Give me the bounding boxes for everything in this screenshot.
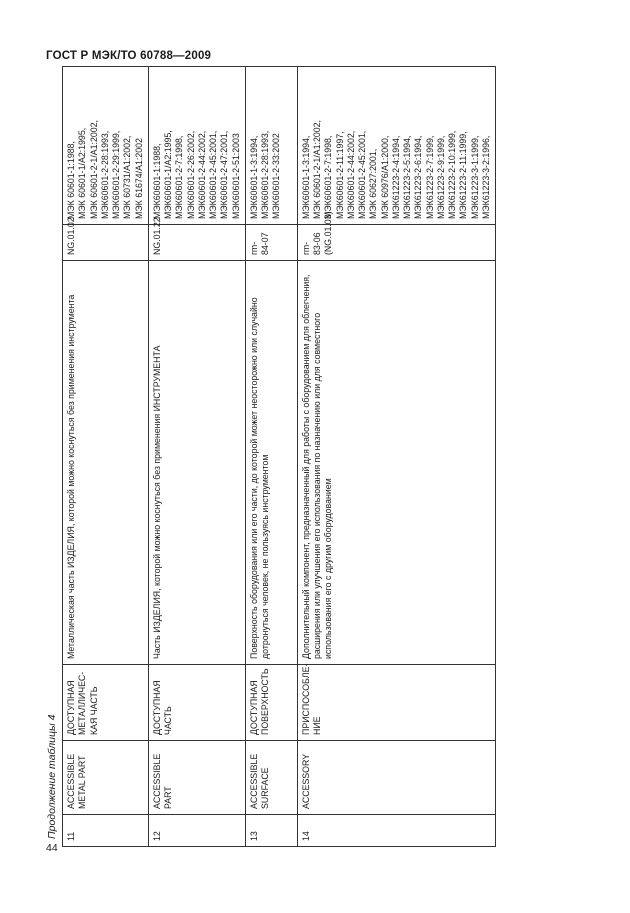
reference-item: МЭК60601-2-7:1998,	[174, 135, 185, 219]
term-code: rm-84-07	[245, 225, 297, 261]
reference-item: МЭК60601-2-44:2002,	[196, 130, 207, 219]
reference-item: МЭК 60976/A1:2000,	[379, 135, 390, 219]
reference-item: МЭК61223-2-9:1999,	[435, 135, 446, 219]
table-row	[148, 67, 245, 847]
reference-item: МЭК60601-2-45:2001,	[208, 130, 218, 219]
term-definition: Дополнительный компонент, предназначенный для работы с оборудованием для облегчения, расширения или улучшения его использования по назначению или для совместного использования его с другим оборудованием	[297, 261, 495, 665]
rotated-page-content	[46, 67, 491, 847]
page-number: 44	[46, 842, 58, 854]
reference-item: МЭК60601-2-28:1993,	[99, 130, 110, 219]
reference-item: МЭК 60627:2001,	[368, 148, 379, 219]
reference-item: МЭК60601-2-33:2002	[271, 133, 282, 219]
reference-item: МЭК 60601-1/A2:1995,	[77, 127, 88, 219]
term-english: ACCESSIBLE SURFACE	[245, 741, 297, 815]
reference-item: МЭК61223-2-11:1999,	[458, 131, 469, 219]
term-russian: ДОСТУПНАЯ ЧАСТЬ	[148, 665, 245, 741]
reference-item: МЭК60601-2-26:2002,	[185, 130, 196, 219]
document-header: ГОСТ Р МЭК/ТО 60788—2009	[46, 50, 212, 62]
terms-table	[62, 66, 496, 847]
reference-item: МЭК60601-2-11:1997,	[334, 131, 345, 219]
term-english: ACCESSIBLE METAL PART	[63, 741, 149, 815]
reference-item: МЭК61223-2-7:1999,	[424, 135, 435, 219]
reference-item: МЭК61223-2-10:1999,	[447, 130, 457, 219]
reference-item: МЭК60601-1-3:1994,	[300, 135, 311, 219]
term-references	[245, 67, 297, 225]
term-russian: ДОСТУПНАЯ ПОВЕРХНОСТЬ	[245, 665, 297, 741]
reference-item: МЭК60601-2-51:2003	[230, 133, 241, 219]
reference-item: МЭК61223-2-5:1994,	[402, 135, 412, 219]
table-caption: Продолжение таблицы 4	[46, 714, 58, 839]
term-definition: Поверхность оборудования или его части, до которой может неосторожно или случайно дотронуться человек, не пользуясь инструментом	[245, 261, 297, 665]
term-number: 12	[148, 815, 245, 847]
term-number: 13	[245, 815, 297, 847]
reference-item: МЭК60601-1/A2:1995,	[163, 130, 173, 219]
term-references	[148, 67, 245, 225]
term-code: rm-83-06 (NG.01.03)	[297, 225, 495, 261]
reference-item: МЭК61223-2-6:1994,	[413, 135, 424, 219]
term-russian: ПРИСПОСОБЛЕ-НИЕ	[297, 665, 495, 741]
reference-item: МЭК60601-2-44:2002,	[345, 130, 356, 219]
term-code: NG.01.02	[63, 225, 149, 261]
reference-item: МЭК 60601-2-1/A1:2002,	[312, 120, 322, 219]
reference-item: МЭК60601-1-3:1994,	[248, 135, 259, 219]
reference-item: МЭК 61674/A1:2002	[133, 138, 144, 219]
reference-item: МЭК60601-2-45:2001,	[357, 130, 367, 219]
reference-item: МЭК61223-3-2:1996,	[480, 135, 491, 219]
term-english: ACCESSIBLE PART	[148, 741, 245, 815]
reference-item: МЭК60601-1:1988,	[151, 143, 162, 219]
term-number: 14	[297, 815, 495, 847]
term-definition: Часть ИЗДЕЛИЯ, которой можно коснуться без применения ИНСТРУМЕНТА	[148, 261, 245, 665]
table-row	[63, 67, 149, 847]
reference-item: МЭК 60731/A1:2002,	[122, 135, 133, 219]
term-references	[297, 67, 495, 225]
term-english: ACCESSORY	[297, 741, 495, 815]
reference-item: МЭК 60601-1:1988,	[66, 141, 76, 219]
table-row	[297, 67, 495, 847]
reference-item: МЭК60601-2-47:2001,	[219, 130, 230, 219]
reference-item: МЭК60601-2-28:1993,	[260, 130, 270, 219]
reference-item: МЭК61223-3-1:1999,	[469, 135, 480, 219]
term-code: NG.01.22	[148, 225, 245, 261]
term-definition: Металлическая часть ИЗДЕЛИЯ, которой можно коснуться без применения инструмента	[63, 261, 149, 665]
reference-item: МЭК61223-2-4:1994,	[390, 135, 401, 219]
table-row	[245, 67, 297, 847]
reference-item: МЭК60601-2-7:1998,	[323, 135, 334, 219]
term-russian: ДОСТУПНАЯ МЕТАЛЛИЧЕС-КАЯ ЧАСТЬ	[63, 665, 149, 741]
term-references	[63, 67, 149, 225]
reference-item: МЭК60601-2-29:1999,	[111, 130, 121, 219]
reference-item: МЭК 60601-2-1/A1:2002,	[88, 120, 99, 219]
term-number: 11	[63, 815, 149, 847]
